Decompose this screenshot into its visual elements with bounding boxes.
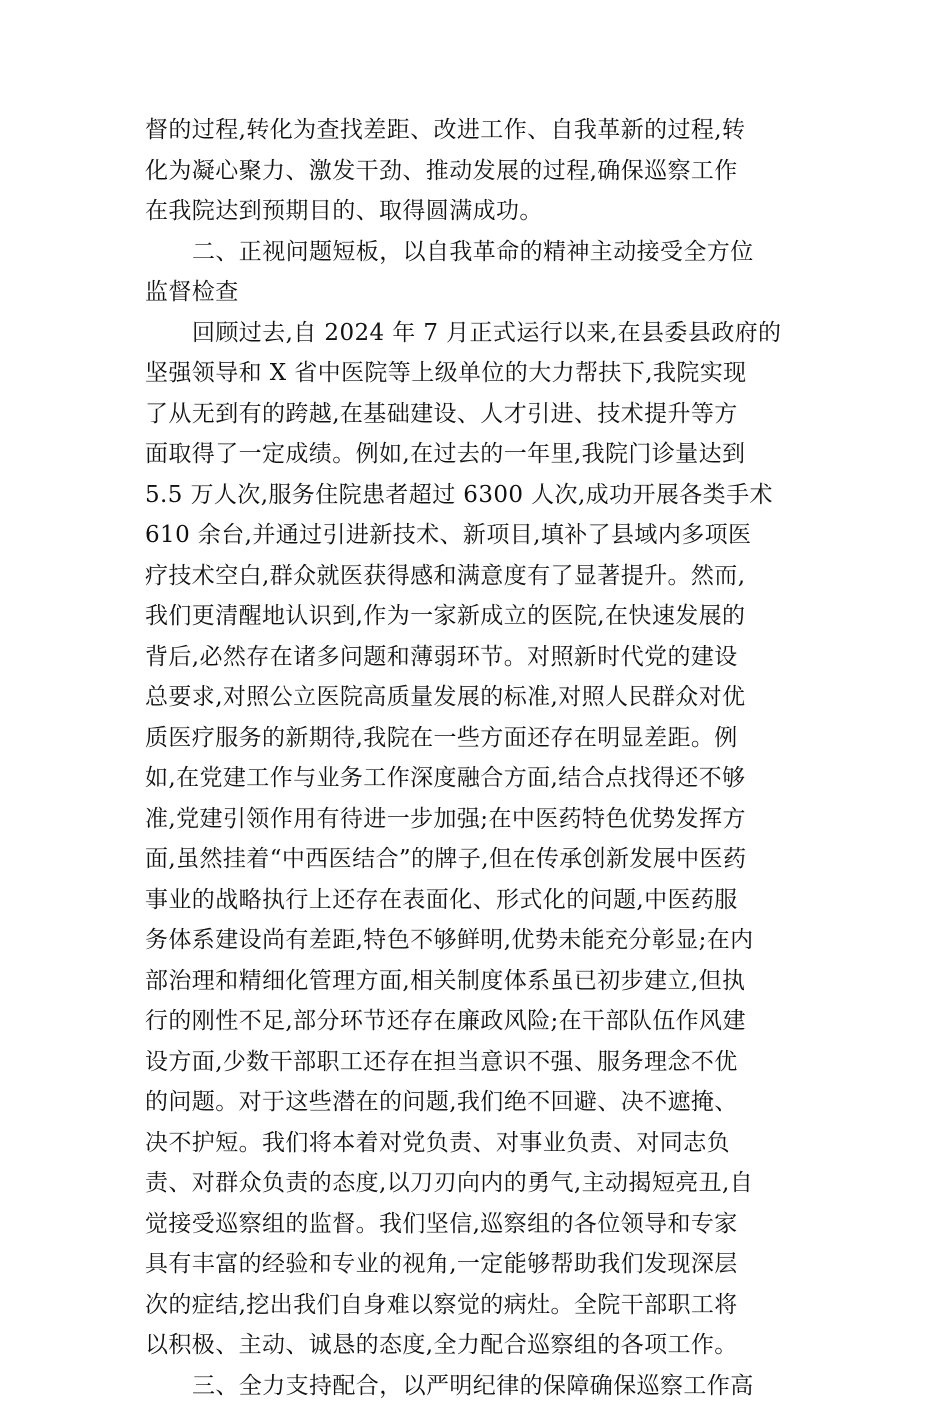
- text-line: 部治理和精细化管理方面,相关制度体系虽已初步建立,但执: [145, 961, 807, 1002]
- text-line: 行的刚性不足,部分环节还存在廉政风险;在干部队伍作风建: [145, 1001, 807, 1042]
- text-line: 责、对群众负责的态度,以刀刃向内的勇气,主动揭短亮丑,自: [145, 1163, 807, 1204]
- text-line: 以积极、主动、诚恳的态度,全力配合巡察组的各项工作。: [145, 1325, 807, 1366]
- text-line: 次的症结,挖出我们自身难以察觉的病灶。全院干部职工将: [145, 1285, 807, 1326]
- text-line: 质医疗服务的新期待,我院在一些方面还存在明显差距。例: [145, 718, 807, 759]
- text-line: 回顾过去,自 2024 年 7 月正式运行以来,在县委县政府的: [145, 313, 807, 354]
- text-line: 面,虽然挂着“中西医结合”的牌子,但在传承创新发展中医药: [145, 839, 807, 880]
- heading-line: 监督检查: [145, 272, 807, 313]
- text-line: 疗技术空白,群众就医获得感和满意度有了显著提升。然而,: [145, 556, 807, 597]
- text-line: 决不护短。我们将本着对党负责、对事业负责、对同志负: [145, 1123, 807, 1164]
- intro-paragraph: [145, 110, 807, 232]
- text-line: 面取得了一定成绩。例如,在过去的一年里,我院门诊量达到: [145, 434, 807, 475]
- document-body: [145, 110, 807, 1406]
- text-line: 设方面,少数干部职工还存在担当意识不强、服务理念不优: [145, 1042, 807, 1083]
- heading-line: 二、正视问题短板，以自我革命的精神主动接受全方位: [145, 232, 807, 273]
- text-line: 督的过程,转化为查找差距、改进工作、自我革新的过程,转: [145, 110, 807, 151]
- text-line: 具有丰富的经验和专业的视角,一定能够帮助我们发现深层: [145, 1244, 807, 1285]
- text-line: 化为凝心聚力、激发干劲、推动发展的过程,确保巡察工作: [145, 151, 807, 192]
- text-line: 610 余台,并通过引进新技术、新项目,填补了县域内多项医: [145, 515, 807, 556]
- section-two-heading: [145, 232, 807, 313]
- text-line: 如,在党建工作与业务工作深度融合方面,结合点找得还不够: [145, 758, 807, 799]
- text-line: 坚强领导和 X 省中医院等上级单位的大力帮扶下,我院实现: [145, 353, 807, 394]
- text-line: 背后,必然存在诸多问题和薄弱环节。对照新时代党的建设: [145, 637, 807, 678]
- text-line: 了从无到有的跨越,在基础建设、人才引进、技术提升等方: [145, 394, 807, 435]
- heading-line: 三、全力支持配合，以严明纪律的保障确保巡察工作高: [145, 1366, 807, 1406]
- text-line: 务体系建设尚有差距,特色不够鲜明,优势未能充分彰显;在内: [145, 920, 807, 961]
- text-line: 在我院达到预期目的、取得圆满成功。: [145, 191, 807, 232]
- text-line: 5.5 万人次,服务住院患者超过 6300 人次,成功开展各类手术: [145, 475, 807, 516]
- text-line: 总要求,对照公立医院高质量发展的标准,对照人民群众对优: [145, 677, 807, 718]
- text-line: 的问题。对于这些潜在的问题,我们绝不回避、决不遮掩、: [145, 1082, 807, 1123]
- text-line: 我们更清醒地认识到,作为一家新成立的医院,在快速发展的: [145, 596, 807, 637]
- text-line: 事业的战略执行上还存在表面化、形式化的问题,中医药服: [145, 880, 807, 921]
- section-two-body: [145, 313, 807, 1366]
- text-line: 准,党建引领作用有待进一步加强;在中医药特色优势发挥方: [145, 799, 807, 840]
- text-line: 觉接受巡察组的监督。我们坚信,巡察组的各位领导和专家: [145, 1204, 807, 1245]
- section-three-heading: [145, 1366, 807, 1406]
